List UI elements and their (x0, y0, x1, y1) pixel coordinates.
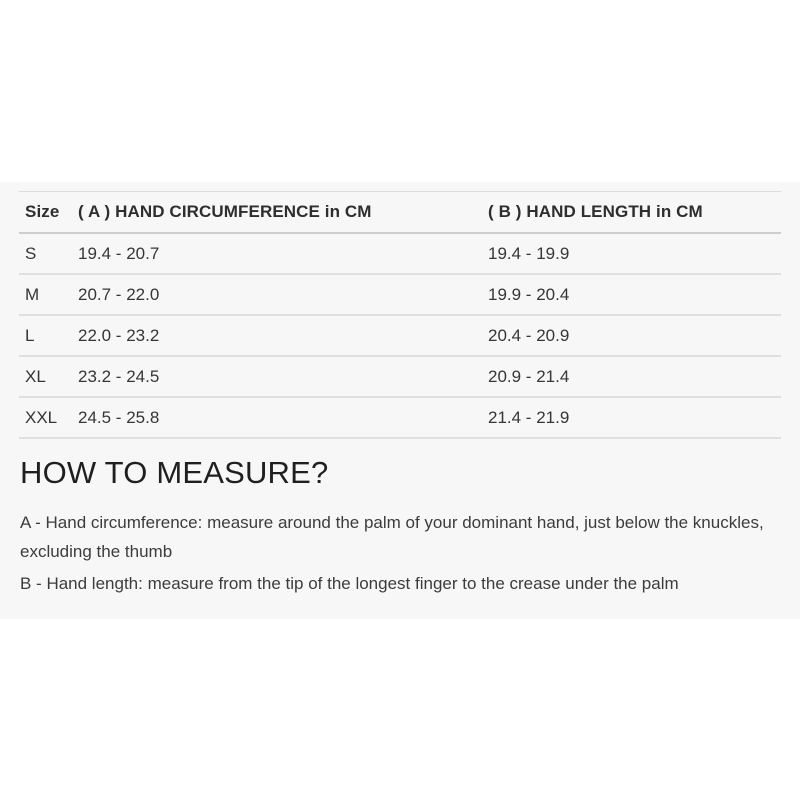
table-row (19, 398, 781, 439)
size-chart-body (19, 234, 781, 439)
size-chart-table (19, 191, 781, 439)
cell-hand-length: 19.9 - 20.4 (488, 284, 570, 304)
cell-hand-circumference: 20.7 - 22.0 (78, 284, 160, 304)
how-to-measure-heading: HOW TO MEASURE? (20, 455, 329, 490)
cell-hand-length: 19.4 - 19.9 (488, 243, 570, 263)
cell-size: XL (25, 366, 46, 386)
column-header-hand-circumference: ( A ) HAND CIRCUMFERENCE in CM (78, 202, 372, 221)
cell-hand-circumference: 23.2 - 24.5 (78, 366, 160, 386)
table-row (19, 316, 781, 357)
cell-size: XXL (25, 407, 58, 427)
instruction-hand-length: B - Hand length: measure from the tip of the longest finger to the crease under the palm (20, 574, 679, 593)
cell-hand-length: 21.4 - 21.9 (488, 407, 570, 427)
cell-size: M (25, 284, 40, 304)
cell-size: L (25, 325, 35, 345)
measure-instructions (20, 508, 780, 598)
size-chart-header-row (19, 192, 781, 234)
cell-hand-circumference: 24.5 - 25.8 (78, 407, 160, 427)
cell-hand-circumference: 22.0 - 23.2 (78, 325, 160, 345)
cell-size: S (25, 243, 37, 263)
table-row (19, 357, 781, 398)
table-row (19, 275, 781, 316)
cell-hand-length: 20.4 - 20.9 (488, 325, 570, 345)
instruction-hand-circumference: A - Hand circumference: measure around the palm of your dominant hand, just below the knuckles, excluding the thumb (20, 513, 764, 561)
cell-hand-circumference: 19.4 - 20.7 (78, 243, 160, 263)
column-header-hand-length: ( B ) HAND LENGTH in CM (488, 202, 703, 221)
cell-hand-length: 20.9 - 21.4 (488, 366, 570, 386)
size-guide-panel (0, 182, 800, 619)
table-row (19, 234, 781, 275)
column-header-size: Size (25, 202, 60, 221)
